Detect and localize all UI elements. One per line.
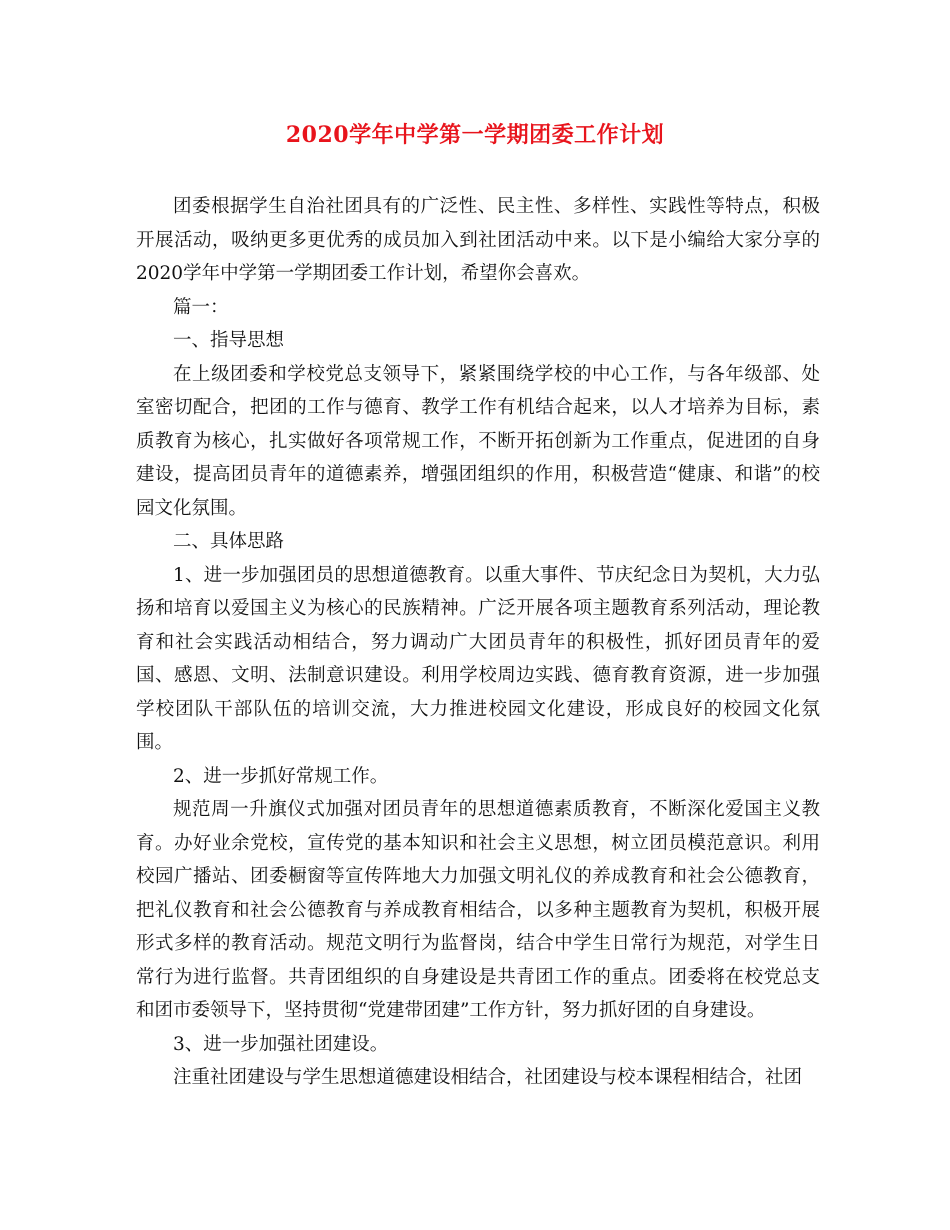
paragraph-item-2: 规范周一升旗仪式加强对团员青年的思想道德素质教育，不断深化爱国主义教育。办好业余党校，宣传党的基本知识和社会主义思想，树立团员模范意识。利用校园广播站、团委橱窗等宣传阵地大力加强文明礼仪的养成教育和社会公德教育，把礼仪教育和社会公德教育与养成教育相结合，以多种主题教育为契机，积极开展形式多样的教育活动。规范文明行为监督岗，结合中学生日常行为规范，对学生日常行为进行监督。共青团组织的自身建设是共青团工作的重点。团委将在校党总支和团市委领导下，坚持贯彻“党建带团建”工作方针，努力抓好团的自身建设。	[136, 799, 820, 1021]
document-body	[136, 190, 820, 1095]
item-heading-3: 3、进一步加强社团建设。	[173, 1033, 389, 1055]
paragraph-item-3: 注重社团建设与学生思想道德建设相结合，社团建设与校本课程相结合，社团	[173, 1067, 803, 1088]
paragraph-part-label: 篇一：	[173, 296, 229, 318]
section-heading-specific-ideas: 二、具体思路	[173, 531, 285, 552]
paragraph-intro: 团委根据学生自治社团具有的广泛性、民主性、多样性、实践性等特点，积极开展活动，吸纳更多更优秀的成员加入到社团活动中来。以下是小编给大家分享的2020学年中学第一学期团委工作计划，希望你会喜欢。	[136, 196, 820, 284]
section-heading-guiding-thought: 一、指导思想	[173, 330, 285, 351]
document-title: 2020学年中学第一学期团委工作计划	[285, 122, 665, 148]
paragraph-item-1: 1、进一步加强团员的思想道德教育。以重大事件、节庆纪念日为契机，大力弘扬和培育以爱国主义为核心的民族精神。广泛开展各项主题教育系列活动，理论教育和社会实践活动相结合，努力调动广大团员青年的积极性，抓好团员青年的爱国、感恩、文明、法制意识建设。利用学校周边实践、德育教育资源，进一步加强学校团队干部队伍的培训交流，大力推进校园文化建设，形成良好的校园文化氛围。	[136, 564, 820, 753]
paragraph-guiding-thought: 在上级团委和学校党总支领导下，紧紧围绕学校的中心工作，与各年级部、处室密切配合，把团的工作与德育、教学工作有机结合起来，以人才培养为目标，素质教育为核心，扎实做好各项常规工作，不断开拓创新为工作重点，促进团的自身建设，提高团员青年的道德素养，增强团组织的作用，积极营造“健康、和谐”的校园文化氛围。	[136, 363, 820, 519]
item-heading-2: 2、进一步抓好常规工作。	[173, 765, 389, 787]
